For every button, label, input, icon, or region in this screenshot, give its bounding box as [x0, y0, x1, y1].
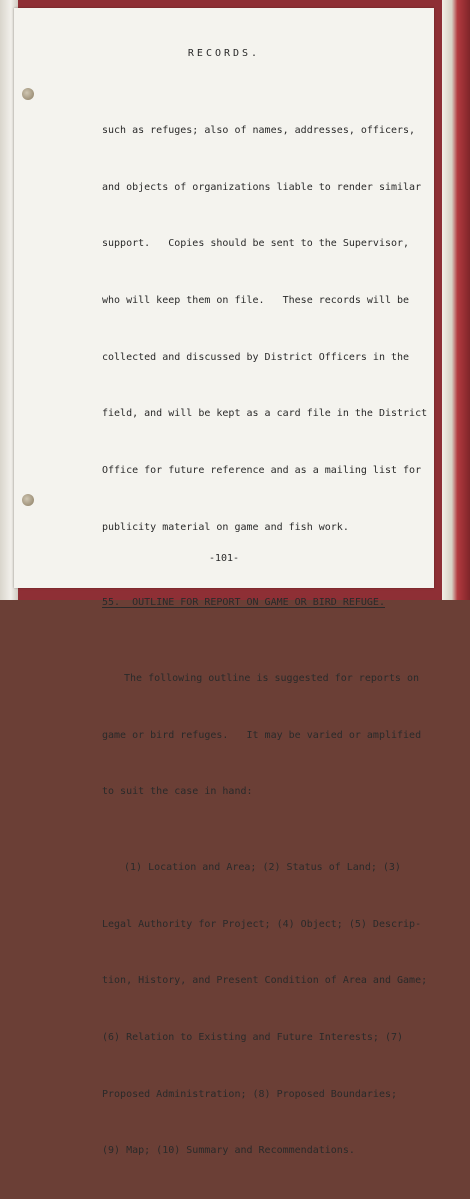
text-line: support. Copies should be sent to the Supervisor,	[102, 238, 410, 250]
text-line: The following outline is suggested for reports on	[124, 672, 420, 684]
text-line: Proposed Administration; (8) Proposed Boundaries;	[102, 1088, 398, 1100]
text-line: (1) Location and Area; (2) Status of Land; (3)	[124, 861, 401, 873]
page-body	[102, 84, 438, 1199]
text-line: (9) Map; (10) Summary and Recommendations.	[102, 1145, 355, 1157]
text-line: Office for future reference and as a mailing list for	[102, 465, 422, 477]
text-line: collected and discussed by District Officers in the	[102, 351, 410, 363]
text-line: tion, History, and Present Condition of Area and Game;	[102, 975, 428, 987]
text-line: who will keep them on file. These records will be	[102, 294, 410, 306]
document-page	[14, 8, 434, 1157]
text-line: Legal Authority for Project; (4) Object; (5) Descrip-	[102, 918, 422, 930]
punch-hole-top	[22, 88, 34, 100]
text-line: and objects of organizations liable to render similar	[102, 181, 422, 193]
page-number: -101-	[208, 553, 240, 564]
section-number: 55.	[102, 597, 121, 609]
text-line: (6) Relation to Existing and Future Interests; (7)	[102, 1032, 404, 1044]
page-heading: RECORDS.	[187, 48, 261, 59]
section-heading	[102, 594, 438, 613]
binder-edge	[442, 0, 470, 600]
text-line: field, and will be kept as a card file in the District	[102, 408, 428, 420]
text-line: such as refuges; also of names, addresses, officers,	[102, 124, 416, 136]
text-line: publicity material on game and fish work.	[102, 521, 349, 533]
punch-hole-bottom	[22, 494, 34, 506]
text-line: to suit the case in hand:	[102, 786, 253, 798]
text-line: game or bird refuges. It may be varied or amplified	[102, 729, 422, 741]
section-title: OUTLINE FOR REPORT ON GAME OR BIRD REFUGE.	[132, 597, 385, 609]
